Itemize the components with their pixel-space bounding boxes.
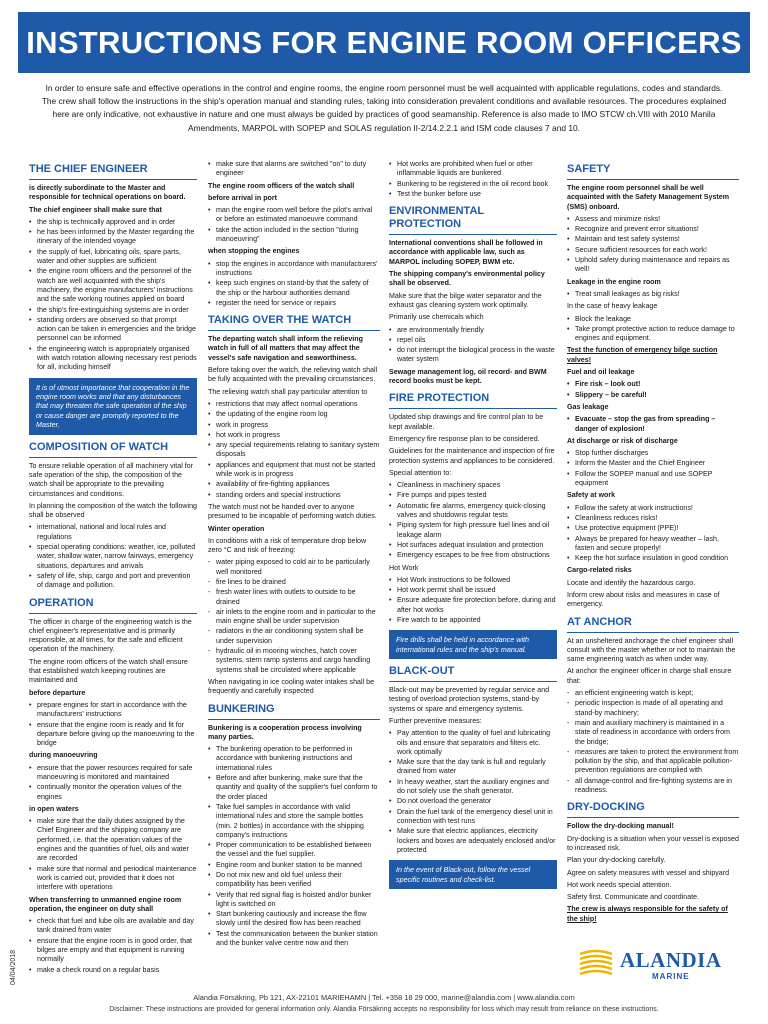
chief-engineer-section xyxy=(29,163,197,435)
paragraph: Hot work needs special attention. xyxy=(567,880,672,889)
operation-section-continued xyxy=(208,160,380,308)
section-lead: Follow the dry-docking manual! xyxy=(567,822,674,831)
bullet-list xyxy=(29,523,197,590)
section-title: SAFETY xyxy=(567,163,739,180)
list-item: • make sure that the daily duties assigned by the Chief Engineer and the shipping company are performed, i.e. that the operation values of the engines and the quantities of fuel, oils and water are recorded xyxy=(29,817,197,863)
bullet-list xyxy=(567,415,739,434)
list-item: • Follow the SOPEP manual and use SOPEP equipment xyxy=(567,470,739,489)
list-item: - fresh water lines with outlets to outside to be drained xyxy=(208,588,380,607)
list-item: • Pay attention to the quality of fuel and lubricating oils and ensure that separators and filters etc. work optimally xyxy=(389,729,557,757)
subheading: Winter operation xyxy=(208,524,265,533)
list-item: - measures are taken to protect the environment from pollution by the ship, and that applicable pollution-prevention regulations are complied with xyxy=(567,748,739,776)
bullet-list xyxy=(208,260,380,308)
list-item: • the ship is technically approved and in order xyxy=(29,218,197,227)
list-item: • Secure sufficient resources for each work! xyxy=(567,246,739,255)
list-item: • any special requirements relating to sanitary system disposals xyxy=(208,441,380,460)
dash-list xyxy=(208,558,380,675)
wave-logo-icon xyxy=(578,948,614,976)
list-item: • Before and after bunkering, make sure that the quantity and quality of the supplier's fuel conform to the order placed xyxy=(208,774,380,802)
subheading: before departure xyxy=(29,688,86,697)
list-item: • register the need for service or repairs xyxy=(208,299,380,308)
list-item: • are environmentally friendly xyxy=(389,326,557,335)
taking-over-section xyxy=(208,314,380,696)
paragraph: The engine room officers of the watch shall ensure that established watch keeping routines are maintained and xyxy=(29,657,188,685)
list-item: • Hot Work instructions to be followed xyxy=(389,576,557,585)
list-item: • Hot surfaces adequat insulation and protection xyxy=(389,541,557,550)
safety-section xyxy=(567,163,739,610)
bunkering-section-continued xyxy=(389,160,557,199)
page-title: INSTRUCTIONS FOR ENGINE ROOM OFFICERS xyxy=(26,24,742,60)
list-item: • standing orders and special instructions xyxy=(208,491,380,500)
list-item: - air inlets to the engine room and in particular to the main engine shall be under supervision xyxy=(208,608,380,627)
bullet-list xyxy=(208,745,380,948)
column-2 xyxy=(208,160,380,980)
bullet-list xyxy=(389,729,557,855)
list-item: • Fire risk – look out! xyxy=(567,380,739,389)
list-item: • check that fuel and lube oils are available and day tank drained from water xyxy=(29,917,197,936)
list-item: • Slippery – be careful! xyxy=(567,391,739,400)
section-title: COMPOSITION OF WATCH xyxy=(29,441,197,458)
list-item: • In heavy weather, start the auxiliary engines and do not solely use the shaft generator. xyxy=(389,778,557,797)
subheading: Gas leakage xyxy=(567,402,609,411)
list-item: - an efficient engineering watch is kept; xyxy=(567,689,739,698)
issue-date: 04/04/2018 xyxy=(10,949,17,985)
section-title: BUNKERING xyxy=(208,703,380,720)
bullet-list xyxy=(208,160,380,179)
section-lead: Bunkering is a cooperation process involving many parties. xyxy=(208,723,362,741)
paragraph: Agree on safety measures with vessel and shipyard xyxy=(567,868,730,877)
list-item: • Piping system for high pressure fuel lines and oil leakage alarm xyxy=(389,521,557,540)
list-item: • Automatic fire alarms, emergency quick-closing valves and shutdowns regular tests xyxy=(389,502,557,521)
list-item: • Engine room and bunker station to be manned xyxy=(208,861,380,870)
blackout-callout: In the event of Black-out, follow the vessel specific routines and check-list. xyxy=(389,860,557,889)
dash-list xyxy=(567,689,739,795)
list-item: • prepare engines for start in accordance with the manufacturers' instructions xyxy=(29,701,197,720)
bullet-list xyxy=(567,215,739,275)
bullet-list xyxy=(29,764,197,802)
list-item: • Fire watch to be appointed xyxy=(389,616,557,625)
list-item: • Take fuel samples in accordance with valid international rules and store the sample bottles (min. 2 bottles) in accordance with the shipping company's instructions xyxy=(208,803,380,840)
list-item: • make sure that alarms are switched "on" to duty engineer xyxy=(208,160,380,179)
list-item: • Use protective equipment (PPE)! xyxy=(567,524,739,533)
list-item: • Ensure adequate fire protection before, during and after hot works xyxy=(389,596,557,615)
list-item: - hydraulic oil in mooring winches, hatch cover systems, stern ramp systems and cargo handling systems shall be circulated where applicable xyxy=(208,647,380,675)
bullet-list xyxy=(208,400,380,500)
subheading: At discharge or risk of discharge xyxy=(567,436,678,445)
bullet-list xyxy=(29,701,197,748)
list-item: • ensure that the engine room is in good order, that bilges are empty and that equipment is running normally xyxy=(29,937,197,965)
subheading: when stopping the engines xyxy=(208,247,300,256)
list-item: - radiators in the air conditioning system shall be under supervision xyxy=(208,627,380,646)
section-lead: The departing watch shall inform the relieving watch in full of all matters that may affect the vessel's safe navigation and seaworthiness. xyxy=(208,335,363,362)
bullet-list xyxy=(567,449,739,488)
list-item: • availability of fire-fighting appliances xyxy=(208,480,380,489)
section-title: AT ANCHOR xyxy=(567,616,739,633)
bullet-list xyxy=(567,504,739,564)
list-item: • special operating conditions: weather, ice, polluted water, shallow water, narrow fairways, emergency situations, departures and arrivals xyxy=(29,543,197,571)
section-title: FIRE PROTECTION xyxy=(389,392,557,409)
list-item: • Treat small leakages as big risks! xyxy=(567,290,739,299)
list-item: • Verify that red signal flag is hoisted and/or bunker light is switched on xyxy=(208,891,380,910)
list-item: • Make sure that electric appliances, electricity lockers and boxes are adequately enclosed and/or protected xyxy=(389,827,557,855)
subheading: When transferring to unmanned engine room operation, the engineer on duty shall xyxy=(29,895,182,913)
section-title: ENVIRONMENTAL PROTECTION xyxy=(389,205,557,235)
list-item: • Hot works are prohibited when fuel or other inflammable liquids are bunkered xyxy=(389,160,557,179)
paragraph: When navigating in ice cooling water intakes shall be frequently and carefully inspected xyxy=(208,677,375,696)
list-item: • continually monitor the operation values of the engines xyxy=(29,783,197,802)
paragraph: Black-out may be prevented by regular service and testing of overload protection systems, stand-by systems or spare and emergency systems. xyxy=(389,686,550,713)
paragraph: In planning the composition of the watch the following shall be observed xyxy=(29,501,197,520)
bullet-list xyxy=(29,218,197,373)
list-item: - main and auxiliary machinery is maintained in a state of readiness in accordance with orders from the bridge; xyxy=(567,719,739,747)
list-item: • Recognize and prevent error situations! xyxy=(567,225,739,234)
list-item: • Assess and minimize risks! xyxy=(567,215,739,224)
bullet-list xyxy=(567,290,739,299)
section-lead: International conventions shall be followed in accordance with applicable law, such as MARPOL including SOPEP, BWM etc. xyxy=(389,239,543,266)
subheading: in open waters xyxy=(29,804,79,813)
at-anchor-section xyxy=(567,616,739,796)
paragraph: Special attention to: xyxy=(389,468,452,477)
list-item: • man the engine room well before the pilot's arrival or before an estimated manoeuvre command xyxy=(208,206,380,225)
list-item: • Test the bunker before use xyxy=(389,190,557,199)
column-4 xyxy=(567,160,739,980)
subheading: The chief engineer shall make sure that xyxy=(29,205,162,214)
logo-subtitle: MARINE xyxy=(652,972,690,981)
paragraph: Inform crew about risks and measures in case of emergency. xyxy=(567,590,720,609)
fire-drills-callout: Fire drills shall be held in accordance with international rules and the ship's manual. xyxy=(389,630,557,659)
list-item: • make sure that normal and periodical maintenance work is carried out, provided that it does not interfere with operations xyxy=(29,865,197,893)
list-item: • Stop further discharges xyxy=(567,449,739,458)
list-item: • Maintain and test safety systems! xyxy=(567,235,739,244)
bullet-list xyxy=(567,380,739,400)
list-item: • make a check round on a regular basis xyxy=(29,966,197,975)
list-item: • Do not overload the generator xyxy=(389,797,557,806)
list-item: • standing orders are observed so that prompt action can be taken in emergencies and the bridge personnel can be informed xyxy=(29,316,197,344)
paragraph: Guidelines for the maintenance and inspection of fire protection systems and appliances to be considered. xyxy=(389,447,555,465)
paragraph: Before taking over the watch, the relieving watch shall be fully acquainted with the prevailing circumstances. xyxy=(208,366,378,384)
list-item: • the ship's fire-extinguishing systems are in order xyxy=(29,306,197,315)
list-item: • Drain the fuel tank of the emergency diesel unit in connection with test runs xyxy=(389,808,557,827)
alandia-logo xyxy=(578,946,736,986)
paragraph: Safety first. Communicate and coordinate. xyxy=(567,893,700,902)
paragraph: At an unsheltered anchorage the chief engineer shall consult with the master whether or not to maintain the same engineering watch as when under way. xyxy=(567,636,736,664)
bullet-list xyxy=(389,576,557,625)
paragraph: The officer in charge of the engineering watch is the chief engineer's representative and is primarily responsible, at all times, for the safe and efficient operation of the machinery. xyxy=(29,617,192,654)
paragraph: Locate and identify the hazardous cargo. xyxy=(567,578,696,587)
cooperation-callout: It is of utmost importance that cooperation in the engine room works and that any disturbances that may threaten the safe operation of the ship or cause danger are promptly reported to the Master. xyxy=(29,378,197,435)
section-title: TAKING OVER THE WATCH xyxy=(208,314,380,331)
section-title: BLACK-OUT xyxy=(389,665,557,682)
column-1 xyxy=(29,160,197,980)
list-item: • Evacuate – stop the gas from spreading – danger of explosion! xyxy=(567,415,739,434)
paragraph: The watch must not be handed over to anyone presumed to be incapable of performing watch duties. xyxy=(208,502,377,521)
intro-text: In order to ensure safe and effective operations in the control and engine rooms, the engine room personnel must be well acquainted with applicable regulations, codes and standards. The crew shall follow the instructions in the ship's operation manual and standing rules, taking into consideration prevalent conditions and available resources. The procedures explained here are only indicative, not exhaustive in nature and one must always be guided by practices of good seamanship. Reference is also made to IMO STCW ch.VIII with 2010 Manila Amendments, MARPOL with SOPEP and SOLAS regulation II-2/14.2.2.1 and ISM code clauses 7 and 10. xyxy=(41,83,727,133)
list-item: • stop the engines in accordance with manufacturers' instructions xyxy=(208,260,380,279)
list-item: • Uphold safety during maintenance and repairs as well! xyxy=(567,256,739,275)
section-lead: The shipping company's environmental policy shall be observed. xyxy=(389,270,545,288)
list-item: • The bunkering operation to be performed in accordance with bunkering instructions and international rules xyxy=(208,745,380,773)
subheading: The engine room officers of the watch shall xyxy=(208,181,355,190)
list-item: • ensure that the engine room is ready and fit for departure before giving up the manoeuvring to the bridge xyxy=(29,721,197,749)
paragraph: Further preventive measures: xyxy=(389,716,482,725)
subheading: Leakage in the engine room xyxy=(567,277,661,286)
paragraph: The relieving watch shall pay particular attention to xyxy=(208,387,368,396)
section-title: DRY-DOCKING xyxy=(567,801,739,818)
fire-protection-section xyxy=(389,392,557,659)
logo-name: ALANDIA xyxy=(620,948,722,972)
list-item: • Do not mix new and old fuel unless their compatibility has been verified xyxy=(208,871,380,890)
paragraph: At anchor the engineer officer in charge shall ensure that: xyxy=(567,667,732,685)
list-item: • the supply of fuel, lubricating oils, spare parts, water and other supplies are sufficient xyxy=(29,248,197,267)
paragraph: Dry-docking is a situation when your vessel is exposed to increased risk. xyxy=(567,834,739,852)
list-item: • ensure that the power resources required for safe manoeuvring is monitored and maintained xyxy=(29,764,197,783)
section-lead: The engine room personnel shall be well acquainted with the Safety Management System (SMS) onboard. xyxy=(567,184,730,211)
list-item: • Start bunkering cautiously and increase the flow slowly until the desired flow has been reached xyxy=(208,910,380,929)
list-item: • repel oils xyxy=(389,336,557,345)
list-item: • Cleanliness in machinery spaces xyxy=(389,481,557,490)
section-title: THE CHIEF ENGINEER xyxy=(29,163,197,180)
list-item: - all damage-control and fire-fighting systems are in readiness. xyxy=(567,777,739,796)
list-item: • hot work in progress xyxy=(208,431,380,440)
list-item: • Hot work permit shall be issued xyxy=(389,586,557,595)
subheading: Safety at work xyxy=(567,491,616,500)
section-lead: is directly subordinate to the Master and responsible for technical operations on board. xyxy=(29,184,186,202)
list-item: • Cleanliness reduces risks! xyxy=(567,514,739,523)
environmental-section xyxy=(389,205,557,386)
bullet-list xyxy=(29,917,197,975)
subheading: during manoeuvring xyxy=(29,751,98,760)
paragraph: Make sure that the bilge water separator and the exhaust gas cleaning system work optimally. xyxy=(389,291,542,309)
list-item: • work in progress xyxy=(208,421,380,430)
paragraph: To ensure reliable operation of all machinery vital for safe operation of the ship, the composition of the watch shall be appropriate to the prevailing circumstances and conditions. xyxy=(29,461,194,498)
section-title: OPERATION xyxy=(29,597,197,614)
paragraph: Emergency fire response plan to be considered. xyxy=(389,434,540,443)
subheading: Cargo-related risks xyxy=(567,566,632,575)
subheading: Hot Work xyxy=(389,563,419,572)
operation-section xyxy=(29,597,197,975)
paragraph: In the case of heavy leakage xyxy=(567,302,658,311)
list-item: - periodic inspection is made of all operating and stand-by machinery; xyxy=(567,699,739,718)
subheading: before arrival in port xyxy=(208,193,277,202)
list-item: • Test the communication between the bunker station and the bunker valve centre now and then xyxy=(208,930,380,949)
bullet-list xyxy=(567,315,739,344)
list-item: • Proper communication to be established between the vessel and the fuel supplier. xyxy=(208,841,380,860)
list-item: • Always be prepared for heavy weather – lash, fasten and secure properly! xyxy=(567,535,739,554)
paragraph: In conditions with a risk of temperature drop below zero °C and risk of freezing: xyxy=(208,536,367,555)
composition-section xyxy=(29,441,197,591)
disclaimer: Disclaimer: These instructions are provided for general information only. Alandia Försäkring accepts no responsibility for loss which may result from reliance on these instructions. xyxy=(109,1006,659,1013)
bullet-list xyxy=(389,160,557,199)
section-lead: Sewage management log, oil record- and BWM record books must be kept. xyxy=(389,367,547,386)
blackout-section xyxy=(389,665,557,889)
paragraph: Plan your dry-docking carefully. xyxy=(567,856,666,865)
paragraph: Updated ship drawings and fire control plan to be kept available. xyxy=(389,413,544,431)
bullet-list xyxy=(29,817,197,892)
list-item: • he has been informed by the Master regarding the itinerary of the intended voyage xyxy=(29,228,197,247)
list-item: • do not interrupt the biological process in the waste water system xyxy=(389,346,557,365)
list-item: - water piping exposed to cold air to be particularly well monitored xyxy=(208,558,380,577)
list-item: - fire lines to be drained xyxy=(208,578,380,587)
list-item: • Fire pumps and pipes tested xyxy=(389,491,557,500)
list-item: • international, national and local rules and regulations xyxy=(29,523,197,542)
bullet-list xyxy=(208,206,380,244)
bullet-list xyxy=(389,481,557,560)
dry-docking-section xyxy=(567,801,739,924)
contact-footer: Alandia Försäkring, Pb 121, AX-22101 MARIEHAMN | Tel. +358 18 29 000, marine@alandia.com | www.alandia.com xyxy=(193,993,575,1002)
list-item: • safety of life, ship, cargo and port and prevention of damage and pollution. xyxy=(29,572,197,591)
emphasis-note: The crew is always responsible for the safety of the ship! xyxy=(567,905,728,923)
list-item: • Follow the safety at work instructions! xyxy=(567,504,739,513)
list-item: • Inform the Master and the Chief Engineer xyxy=(567,459,739,468)
list-item: • Take prompt protective action to reduce damage to engines and equipment. xyxy=(567,325,739,344)
list-item: • Keep the hot surface insulation in good condition xyxy=(567,554,739,563)
list-item: • Make sure that the day tank is full and regularly drained from water xyxy=(389,758,557,777)
bullet-list xyxy=(389,326,557,365)
title-banner xyxy=(18,12,750,73)
list-item: • Bunkering to be registered in the oil record book xyxy=(389,180,557,189)
paragraph: Primarily use chemicals which xyxy=(389,313,484,322)
list-item: • appliances and equipment that must not be started while work is in progress xyxy=(208,461,380,480)
list-item: • Emergency escapes to be free from obstructions xyxy=(389,551,557,560)
column-3 xyxy=(389,160,557,980)
list-item: • the engine room officers and the personnel of the watch are well acquainted with the ship's machinery, the engine manufacturers' instructions and the safe working routines applied on board xyxy=(29,267,197,304)
bunkering-section xyxy=(208,703,380,949)
subheading: Fuel and oil leakage xyxy=(567,368,635,377)
emphasis-note: Test the function of emergency bilge suction valves! xyxy=(567,346,718,364)
list-item: • take the action included in the section "during manoeuvring" xyxy=(208,226,380,245)
list-item: • the updating of the engine room log xyxy=(208,410,380,419)
list-item: • keep such engines on stand-by that the safety of the ship or the harbour authorities demand xyxy=(208,279,380,298)
list-item: • Block the leakage xyxy=(567,315,739,324)
list-item: • the engineering watch is appropriately organised with watch rotation allowing necessary rest periods for all, including himself xyxy=(29,345,197,373)
list-item: • restrictions that may affect normal operations xyxy=(208,400,380,409)
